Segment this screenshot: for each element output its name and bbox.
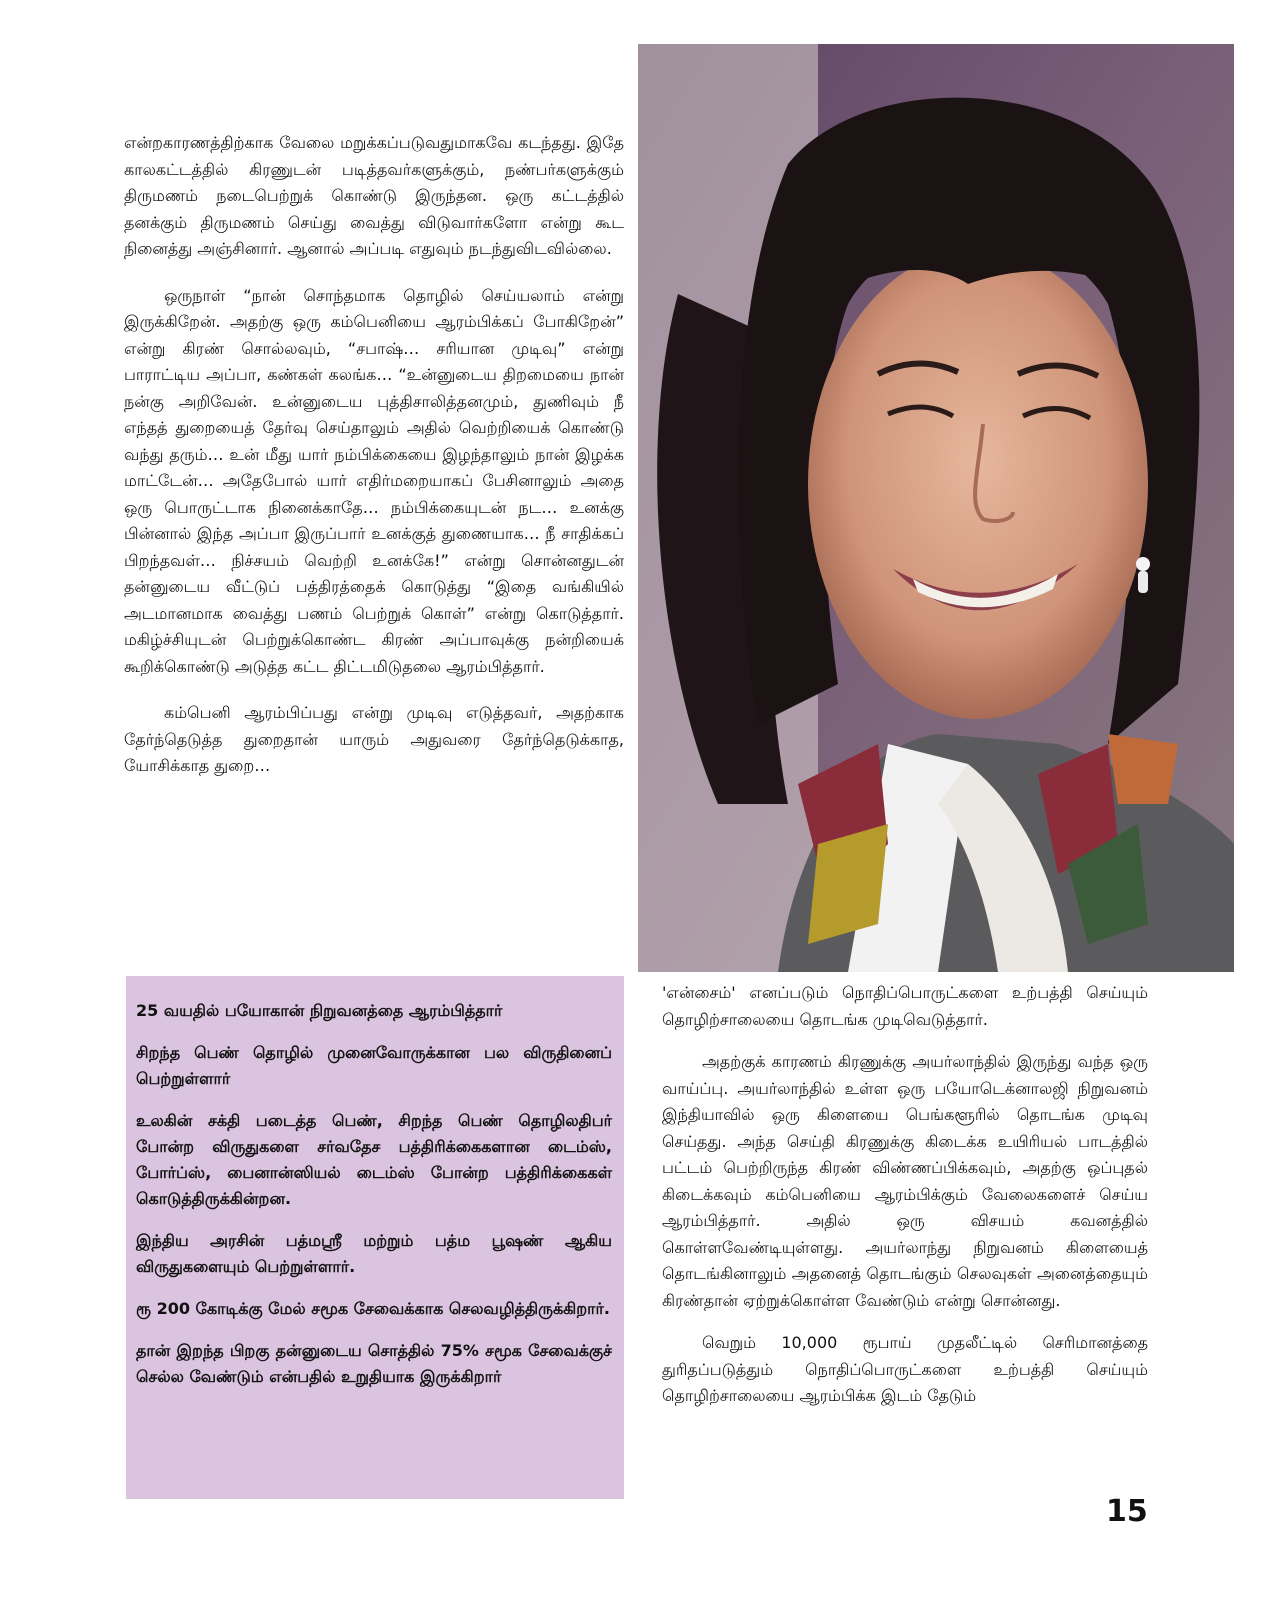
left-paragraph-2: ஒருநாள் “நான் சொந்தமாக தொழில் செய்யலாம் என்று இருக்கிறேன். அதற்கு ஒரு கம்பெனியை ஆரம்பிக்கப் போகிறேன்” என்று கிரண் சொல்லவும், “சபாஷ்… சரியான முடிவு” என்று பாராட்டிய அப்பா, கண்கள் கலங்க… “உன்னுடைய திறமையை நான் நன்கு அறிவேன். உன்னுடைய புத்திசாலித்தனமும், துணிவும் நீ எந்தத் துறையைத் தேர்வு செய்தாலும் அதில் வெற்றியைக் கொண்டு வந்து தரும்… உன் மீது யார் நம்பிக்கையை இழந்தாலும் நான் இழக்க மாட்டேன்… அதேபோல் யார் எதிர்மறையாகப் பேசினாலும் அதை ஒரு பொருட்டாக நினைக்காதே… நம்பிக்கையுடன் நட… உனக்கு பின்னால் இந்த அப்பா இருப்பார் உனக்குத் துணையாக… நீ சாதிக்கப் பிறந்தவள்… நிச்சயம் வெற்றி உனக்கே!” என்று சொன்னதுடன் தன்னுடைய வீட்டுப் பத்திரத்தைக் கொடுத்து “இதை வங்கியில் அடமானமாக வைத்து பணம் பெற்றுக் கொள்” என்று கொடுத்தார். மகிழ்ச்சியுடன் பெற்றுக்கொண்ட கிரண் அப்பாவுக்கு நன்றியைக் கூறிக்கொண்டு அடுத்த கட்ட திட்டமிடுதலை ஆரம்பித்தார். xyxy=(124,285,624,676)
left-paragraph-3: கம்பெனி ஆரம்பிப்பது என்று முடிவு எடுத்தவர், அதற்காக தேர்ந்தெடுத்த துறைதான் யாரும் அதுவரை தேர்ந்தெடுக்காத, யோசிக்காத துறை… xyxy=(124,703,624,775)
highlight-item: ரூ 200 கோடிக்கு மேல் சமூக சேவைக்காக செலவழித்திருக்கிறார். xyxy=(136,1299,610,1318)
highlight-item: சிறந்த பெண் தொழில் முனைவோருக்கான பல விருதினைப் பெற்றுள்ளார் xyxy=(136,1043,612,1088)
highlight-item: இந்திய அரசின் பத்மஸ்ரீ மற்றும் பத்ம பூஷண் ஆகிய விருதுகளையும் பெற்றுள்ளார். xyxy=(136,1231,612,1276)
right-paragraph-1: 'என்சைம்' எனப்படும் நொதிப்பொருட்களை உற்பத்தி செய்யும் தொழிற்சாலையை தொடங்க முடிவெடுத்தார். xyxy=(662,983,1148,1029)
right-paragraph-3: வெறும் 10,000 ரூபாய் முதலீட்டில் செரிமானத்தை துரிதப்படுத்தும் நொதிப்பொருட்களை உற்பத்தி செய்யும் தொழிற்சாலையை ஆரம்பிக்க இடம் தேடும் xyxy=(662,1333,1148,1405)
portrait-illustration xyxy=(638,44,1234,972)
highlight-item: தான் இறந்த பிறகு தன்னுடைய சொத்தில் 75% சமூக சேவைக்குச் செல்ல வேண்டும் என்பதில் உறுதியாக இருக்கிறார் xyxy=(136,1341,612,1386)
highlight-item: 25 வயதில் பயோகான் நிறுவனத்தை ஆரம்பித்தார் xyxy=(136,1001,503,1020)
right-text-column xyxy=(662,980,1148,1426)
portrait-photo xyxy=(638,44,1234,972)
right-paragraph-2: அதற்குக் காரணம் கிரணுக்கு அயர்லாந்தில் இருந்து வந்த ஒரு வாய்ப்பு. அயர்லாந்தில் உள்ள ஒரு பயோடெக்னாலஜி நிறுவனம் இந்தியாவில் ஒரு கிளையை பெங்களூரில் தொடங்க முடிவு செய்தது. அந்த செய்தி கிரணுக்கு கிடைக்க உயிரியல் பாடத்தில் பட்டம் பெற்றிருந்த கிரண் விண்ணப்பிக்கவும், அதற்கு ஒப்புதல் கிடைக்கவும் கம்பெனியை ஆரம்பிக்கும் வேலைகளைச் செய்ய ஆரம்பித்தார். அதில் ஒரு விசயம் கவனத்தில் கொள்ளவேண்டியுள்ளது. அயர்லாந்து நிறுவனம் கிளையைத் தொடங்கினாலும் அதனைத் தொடங்கும் செலவுகள் அனைத்தையும் கிரண்தான் ஏற்றுக்கொள்ள வேண்டும் என்று சொன்னது. xyxy=(662,1052,1148,1310)
highlight-item: உலகின் சக்தி படைத்த பெண், சிறந்த பெண் தொழிலதிபர் போன்ற விருதுகளை சர்வதேச பத்திரிக்கைகளான டைம்ஸ், போர்ப்ஸ், பைனான்ஸியல் டைம்ஸ் போன்ற பத்திரிக்கைகள் கொடுத்திருக்கின்றன. xyxy=(136,1111,612,1208)
page-number: 15 xyxy=(1106,1494,1148,1529)
highlight-box xyxy=(126,976,624,1499)
left-text-column xyxy=(124,130,624,800)
left-paragraph-1: என்றகாரணத்திற்காக வேலை மறுக்கப்படுவதுமாகவே கடந்தது. இதே காலகட்டத்தில் கிரணுடன் படித்தவர்களுக்கும், நண்பர்களுக்கும் திருமணம் நடைபெற்றுக் கொண்டு இருந்தன. ஒரு கட்டத்தில் தனக்கும் திருமணம் செய்து வைத்து விடுவார்களோ என்று கூட நினைத்து அஞ்சினார். ஆனால் அப்படி எதுவும் நடந்துவிடவில்லை. xyxy=(124,133,624,258)
